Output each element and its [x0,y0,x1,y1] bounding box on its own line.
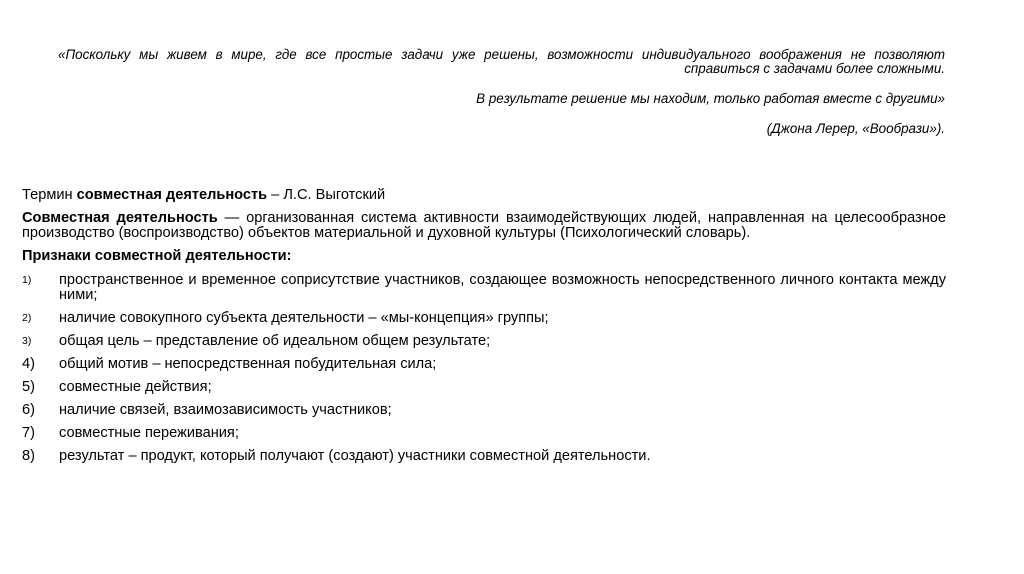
list-item [22,380,946,395]
list-number: 3) [22,335,32,347]
quote-attribution: (Джона Лерер, «Вообрази»). [766,121,945,136]
list-text: результат – продукт, который получают (создают) участники совместной деятельности. [59,448,651,464]
list-text: совместные действия; [59,379,212,395]
list-text: наличие совокупного субъекта деятельности – «мы-концепция» группы; [59,310,549,326]
list-text: пространственное и временное соприсутствие участников, создающее возможность непосредственного личного контакта между ними; [59,272,946,303]
term-line [22,188,946,203]
list-item [22,311,946,326]
list-item [22,357,946,372]
quote-text: «Поскольку мы живем в мире, где все простые задачи уже решены, возможности индивидуального воображения не позволяют справиться с задачами более сложными. [58,47,945,76]
list-text: общий мотив – непосредственная побудительная сила; [59,356,437,372]
list-text: общая цель – представление об идеальном общем результате; [59,333,491,349]
term-suffix: – Л.С. Выготский [267,187,386,203]
list-number: 4) [22,356,35,372]
features-heading [22,249,946,264]
definition-paragraph [22,211,946,241]
body-block [22,188,946,472]
list-number: 5) [22,379,35,395]
list-number: 6) [22,402,35,418]
definition-text: — организованная система активности взаимодействующих людей, направленная на целесообразное производство (воспроизводство) объектов материальной и духовной культуры (Психологический словарь). [22,210,947,241]
features-list [22,273,946,464]
list-number: 8) [22,448,35,464]
list-number: 2) [22,312,32,324]
term-prefix: Термин [22,187,77,203]
list-number: 7) [22,425,35,441]
list-item [22,273,946,303]
definition-term: Совместная деятельность [22,210,218,226]
quote-block [58,48,945,136]
quote-conclusion: В результате решение мы находим, только работая вместе с другими» [476,91,945,106]
features-title: Признаки совместной деятельности: [22,248,292,264]
list-number: 1) [22,274,32,286]
list-text: наличие связей, взаимозависимость участников; [59,402,392,418]
list-item [22,426,946,441]
list-item [22,334,946,349]
list-text: совместные переживания; [59,425,239,441]
list-item [22,403,946,418]
list-item [22,449,946,464]
term-bold: совместная деятельность [76,187,268,203]
